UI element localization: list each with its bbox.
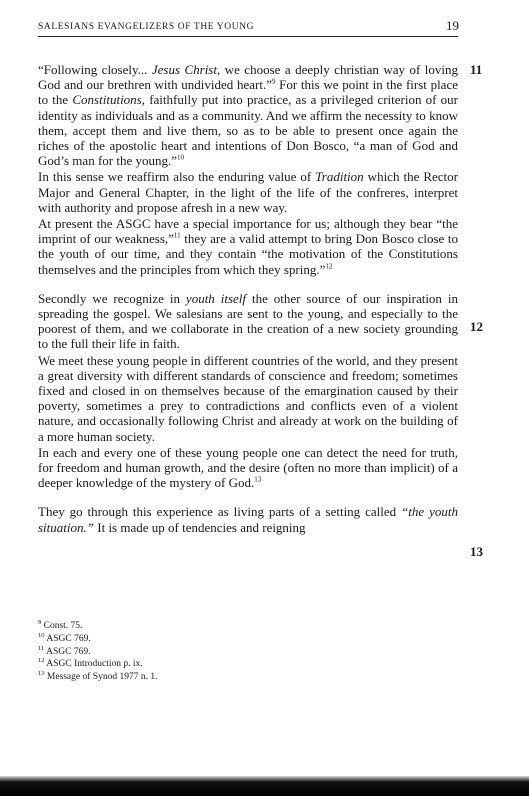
section-gap [38, 278, 458, 291]
footnote-text: Const. 75. [43, 621, 83, 631]
text-run: we choose a deeply christian way of loving God and our brethren with undivided heart.” [38, 62, 459, 93]
footnote [38, 646, 157, 659]
paragraph [38, 169, 458, 215]
footnote-number: 13 [38, 670, 45, 678]
paragraph-number: 12 [470, 319, 483, 334]
text-run: “Following closely... [38, 62, 152, 77]
paragraph [38, 353, 458, 444]
footnote-number: 12 [38, 657, 45, 665]
footnote-ref: 10 [177, 153, 185, 162]
italic-text: Jesus Christ, [151, 62, 221, 77]
footnote-number: 10 [38, 631, 45, 639]
footnote-ref: 13 [254, 475, 262, 484]
text-run: the other source of our inspiration in spreading the gospel. We salesians are sent to the young, and especially to the poorest of them, and we collaborate in the creation of a new society grounding to the full their life in faith. [38, 290, 458, 352]
footnote-text: ASGC 769. [46, 646, 91, 657]
footnotes [38, 620, 157, 684]
text-run: For this we point in the first place to the [38, 77, 458, 108]
text-run: At present the ASGC have a special importance for us; although they bear “the imprint of our weakness,” [38, 216, 458, 247]
body-text [38, 62, 458, 536]
section-gap [38, 491, 458, 504]
italic-text: Constitutions, [72, 92, 145, 108]
text-run: faithfully put into practice, as a privileged criterion of our identity as individuals and as a community. And we affirm the necessity to know them, accept them and live them, so as to be able to present once again the riches of the apostolic heart and intentions of Don Bosco, “a man of God and God’s man for the young.” [38, 92, 459, 169]
paragraph [38, 291, 458, 352]
footnote [38, 658, 157, 671]
footnote [38, 633, 157, 646]
running-title: SALESIANS EVANGELIZERS OF THE YOUNG [38, 22, 255, 32]
text-run: Secondly we recognize in [38, 290, 186, 306]
footnote-ref: 9 [271, 77, 276, 86]
text-run: they are a valid attempt to bring Don Bosco close to the youth of our time, and they contain “the motivation of the Constitutions themselves and the principles from which they spring.” [38, 231, 458, 277]
footnote [38, 671, 157, 684]
paragraph [38, 445, 458, 491]
text-run: In this sense we reaffirm also the enduring value of [38, 169, 316, 185]
footnote-number: 9 [38, 618, 42, 626]
text-run: We meet these young people in different countries of the world, and they present a great diversity with different standards of conscience and freedom; sometimes fixed and closed in on themselves because of the emargination caused by their poverty, sometimes a prey to contradictions and conflicts even of a violent nature, and occasionally following Christ and already at work on the building of a more human society. [38, 352, 458, 444]
paragraph-number: 11 [470, 62, 483, 77]
italic-text: “the youth situation.” [38, 504, 458, 535]
footnote-text: Message of Synod 1977 n. 1. [46, 672, 158, 683]
paragraph [38, 216, 458, 277]
footnote-ref: 11 [173, 231, 181, 240]
page-number: 19 [446, 18, 459, 33]
text-run: It is made up of tendencies and reigning [94, 519, 306, 535]
paragraph-number: 13 [470, 544, 483, 559]
italic-text: youth itself [185, 290, 247, 306]
footnote [38, 620, 157, 633]
footnote-text: ASGC Introduction p. ix. [46, 659, 143, 670]
footnote-ref: 12 [325, 262, 333, 271]
italic-text: Tradition [315, 169, 364, 185]
footnote-text: ASGC 769. [46, 633, 91, 644]
paragraph [38, 504, 458, 534]
footnote-number: 11 [38, 644, 45, 652]
paragraph [38, 62, 458, 168]
text-run: They go through this experience as living parts of a setting called [38, 504, 402, 520]
running-header [38, 18, 459, 34]
text-run: In each and every one of these young people one can detect the need for truth, for freedom and human growth, and the desire (often no more than implicit) of a deeper knowledge of the mystery of God. [38, 444, 458, 491]
text-run: which the Rector Major and General Chapter, in the light of the life of the confreres, interpret with authority and propose afresh in a new way. [38, 169, 458, 215]
header-rule [38, 36, 458, 37]
scan-edge [0, 776, 529, 796]
